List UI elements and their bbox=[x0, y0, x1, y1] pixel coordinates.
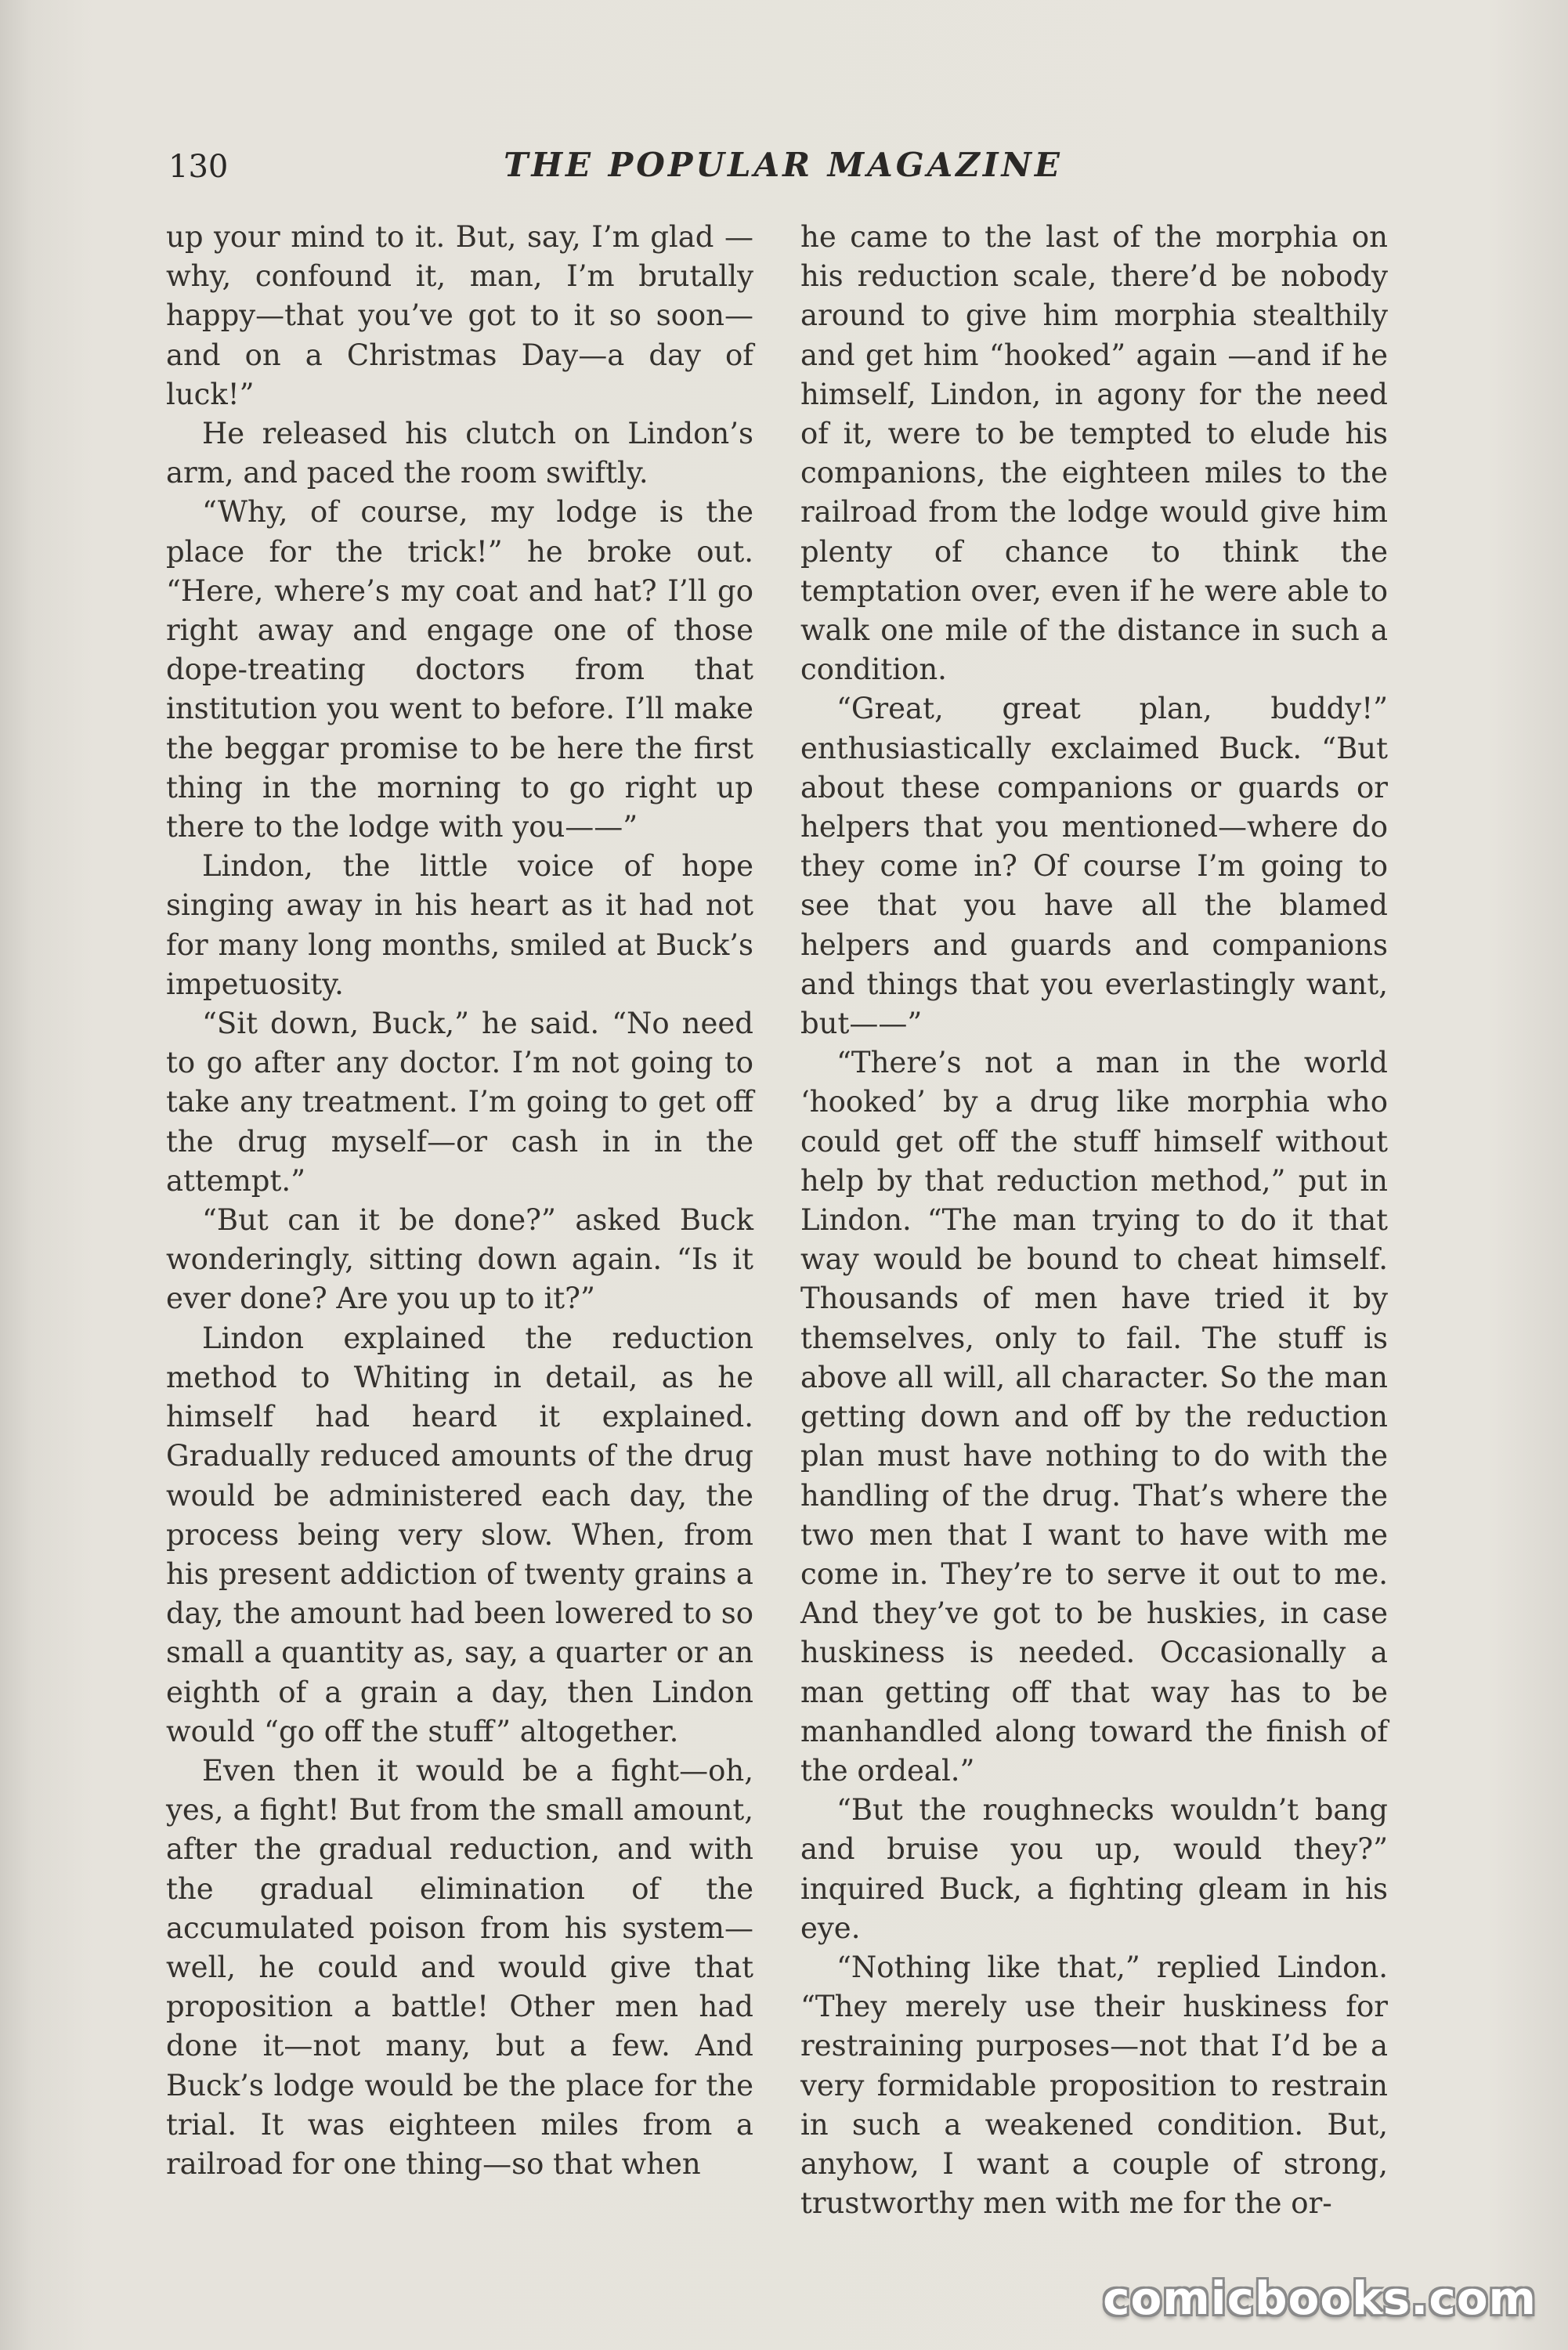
paragraph: “Great, great plan, buddy!” enthusiastically exclaimed Buck. “But about these companions or guards or helpers that you mentioned—where do they come in? Of course I’m going to see that you have all the blamed helpers and guards and companions and things that you everlastingly want, but——” bbox=[800, 692, 1388, 1041]
watermark-logo: comicbooks.com bbox=[1103, 2272, 1537, 2325]
paragraph: he came to the last of the morphia on his reduction scale, there’d be nobody around to give him morphia stealthily and get him “hooked” again —and if he himself, Lindon, in agony for the need of it, were to be tempted to elude his companions, the eighteen miles to the railroad from the lodge would give him plenty of chance to think the temptation over, even if he were able to walk one mile of the distance in such a condition. bbox=[800, 220, 1388, 687]
paragraph: “But the roughnecks wouldn’t bang and bruise you up, would they?” inquired Buck, a fighting gleam in his eye. bbox=[800, 1793, 1388, 1945]
running-title: THE POPULAR MAGAZINE bbox=[504, 146, 1063, 184]
paragraph: “Nothing like that,” replied Lindon. “They merely use their huskiness for restraining purposes—not that I’d be a very formidable proposition to restrain in such a weakened condition. But, anyhow, I want a couple of strong, trustworthy men with me for the or- bbox=[800, 1950, 1388, 2221]
left-column bbox=[166, 218, 753, 2184]
paragraph: “Sit down, Buck,” he said. “No need to go after any doctor. I’m not going to take any treatment. I’m going to get off the drug myself—or cash in in the attempt.” bbox=[166, 1007, 753, 1198]
paragraph: “But can it be done?” asked Buck wonderingly, sitting down again. “Is it ever done? Are you up to it?” bbox=[166, 1203, 753, 1316]
right-column bbox=[800, 218, 1388, 2223]
paragraph: He released his clutch on Lindon’s arm, and paced the room swiftly. bbox=[166, 417, 753, 490]
page-number: 130 bbox=[168, 149, 229, 185]
paragraph: Lindon, the little voice of hope singing away in his heart as it had not for many long months, smiled at Buck’s impetuosity. bbox=[166, 849, 753, 1001]
paragraph: “Why, of course, my lodge is the place for the trick!” he broke out. “Here, where’s my coat and hat? I’ll go right away and engage one of those dope-treating doctors from that institution you went to before. I’ll make the beggar promise to be here the first thing in the morning to go right up there to the lodge with you——” bbox=[166, 495, 753, 844]
paragraph: up your mind to it. But, say, I’m glad —why, confound it, man, I’m brutally happy—that you’ve got to it so soon— and on a Christmas Day—a day of luck!” bbox=[166, 220, 753, 411]
page-header bbox=[168, 143, 1398, 190]
paragraph: Lindon explained the reduction method to Whiting in detail, as he himself had heard it explained. Gradually reduced amounts of the drug would be administered each day, the process being very slow. When, from his present addiction of twenty grains a day, the amount had been lowered to so small a quantity as, say, a quarter or an eighth of a grain a day, then Lindon would “go off the stuff” altogether. bbox=[166, 1321, 753, 1748]
paragraph: “There’s not a man in the world ‘hooked’ by a drug like morphia who could get off the stuff himself without help by that reduction method,” put in Lindon. “The man trying to do it that way would be bound to cheat himself. Thousands of men have tried it by themselves, only to fail. The stuff is above all will, all character. So the man getting down and off by the reduction plan must have nothing to do with the handling of the drug. That’s where the two men that I want to have with me come in. They’re to serve it out to me. And they’ve got to be huskies, in case huskiness is needed. Occasionally a man getting off that way has to be manhandled along toward the finish of the ordeal.” bbox=[800, 1046, 1388, 1788]
paragraph: Even then it would be a fight—oh, yes, a fight! But from the small amount, after the gradual reduction, and with the gradual elimination of the accumulated poison from his system— well, he could and would give that proposition a battle! Other men had done it—not many, but a few. And Buck’s lodge would be the place for the trial. It was eighteen miles from a railroad for one thing—so that when bbox=[166, 1753, 753, 2181]
